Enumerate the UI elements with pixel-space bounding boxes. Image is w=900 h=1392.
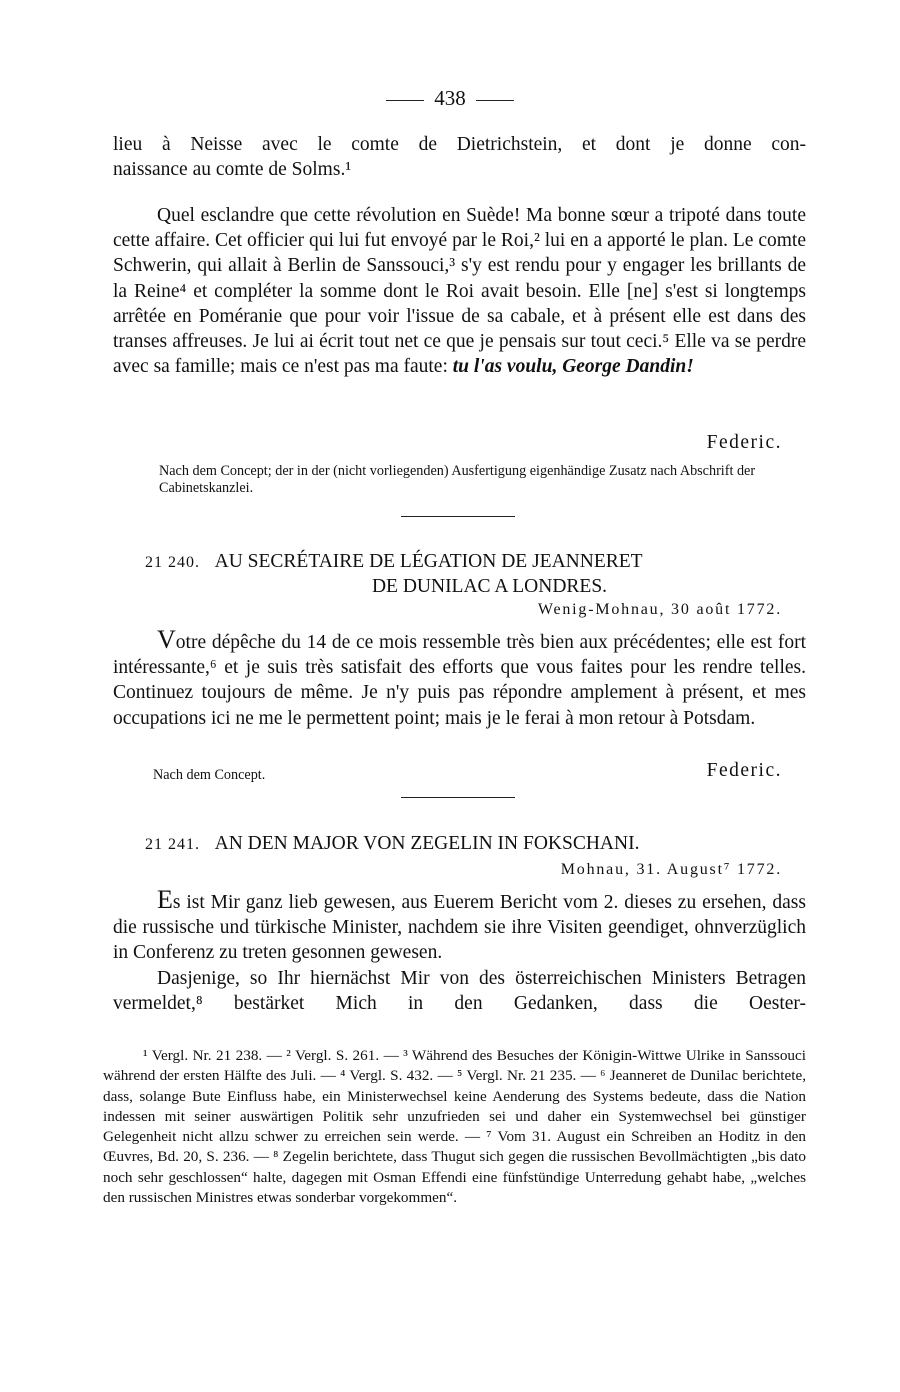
letter-1-signature: Federic. (706, 432, 782, 453)
letter-2-title-line-2: DE DUNILAC A LONDRES. (371, 576, 608, 597)
letter-2-signature: Federic. (706, 760, 782, 781)
page-number: 438 (434, 86, 466, 110)
letter-1-body (113, 203, 806, 379)
letter-2-note: Nach dem Concept. (153, 767, 266, 783)
letter-1-note (113, 463, 806, 496)
letter-3-para-1-text: s ist Mir ganz lieb gewesen, aus Euerem Bericht vom 2. dieses zu ersehen, dass die russische und türkische Minister, nachdem sie ihre Visiten geendiget, ohnverzüglich in Conferenz zu treten gesonnen gewesen. (113, 892, 806, 964)
letter-3-paragraph-2: Dasjenige, so Ihr hiernächst Mir von des österreichischen Ministers Betragen vermeldet,⁸ bestärket Mich in den Gedanken, dass die Oester- (113, 967, 806, 1014)
letter-1-paragraph (113, 203, 806, 379)
page-header (0, 86, 900, 111)
letter-3-dropcap: E (157, 885, 173, 914)
letter-2-text: otre dépêche du 14 de ce mois ressemble très bien aux précédentes; elle est fort intéressante,⁶ et je suis très satisfait des efforts que vous faites pour les rendre telles. Continuez toujours de même. Je n'y puis pas répondre amplement à présent, et mes occupations ici ne me le permettent point; mais je le ferai à mon retour à Potsdam. (113, 632, 806, 729)
intro-line-2: naissance au comte de Solms.¹ (113, 159, 352, 181)
header-rule-left (386, 100, 424, 101)
letter-1-text: Quel esclandre que cette révolution en Suède! Ma bonne sœur a tripoté dans toute cette affaire. Cet officier qui lui fut envoyé par le Roi,² lui en a apporté le plan. Le comte Schwerin, qui allait à Berlin de Sanssouci,³ s'y est rendu pour y engager les brillants de la Reine⁴ et compléter la somme dont le Roi avait besoin. Elle [ne] s'est si longtemps arrêtée en Poméranie que pour voir l'issue de sa cabale, et à présent elle est dans des transes affreuses. Je lui ai écrit tout net ce que je pensais sur tout ceci.⁵ Elle va se perdre avec sa famille; mais ce n'est pas ma faute: (113, 205, 806, 378)
header-rule-right (476, 100, 514, 101)
footnotes (103, 1046, 806, 1208)
letter-3-place-date: Mohnau, 31. August⁷ 1772. (560, 861, 782, 878)
letter-2-place-date: Wenig-Mohnau, 30 août 1772. (537, 601, 782, 618)
letter-3-title: AN DEN MAJOR VON ZEGELIN IN FOKSCHANI. (214, 833, 640, 854)
letter-3-body (113, 887, 806, 1016)
intro-continuation (113, 132, 806, 182)
letter-2-body (113, 627, 806, 731)
letter-2-number: 21 240. (145, 554, 200, 571)
separator-rule-2 (401, 797, 515, 798)
letter-2-paragraph (113, 627, 806, 731)
letter-3-number: 21 241. (145, 836, 200, 853)
letter-3-paragraph-1 (113, 887, 806, 966)
letter-2-dropcap: V (157, 625, 176, 654)
intro-line-1: lieu à Neisse avec le comte de Dietrichstein, et dont je donne con- (113, 134, 806, 155)
letter-2-heading (113, 550, 806, 599)
letter-3-heading (113, 832, 806, 857)
separator-rule-1 (401, 516, 515, 517)
footnotes-text: ¹ Vergl. Nr. 21 238. — ² Vergl. S. 261. — ³ Während des Besuches der Königin-Wittwe Ulrike in Sanssouci während der ersten Hälfte des Juli. — ⁴ Vergl. S. 432. — ⁵ Vergl. Nr. 21 235. — ⁶ Jeanneret de Dunilac berichtete, dass, solange Bute Einfluss habe, ein Ministerwechsel keine Aenderung des Systems bedeute, dass die Nation indessen mit seiner auswärtigen Politik sehr unzufrieden sei und daher ein Systemwechsel bei günstiger Gelegenheit nicht allzu schwer zu erreichen sein werde. — ⁷ Vom 31. August ein Schreiben an Hoditz in den Œuvres, Bd. 20, S. 236. — ⁸ Zegelin berichtete, dass Thugut sich gegen die russischen Bevollmächtigten „bis dato noch sehr geschlossen“ halte, dagegen mit Osman Effendi eine fünfstündige Unterredung gehabt habe, „welches den russischen Ministres etwas sonderbar vorgekommen“. (103, 1047, 806, 1207)
letter-1-note-text: Nach dem Concept; der in der (nicht vorliegenden) Ausfertigung eigenhändige Zusatz nach Abschrift der Cabinetskanzlei. (159, 463, 756, 496)
letter-1-quote: tu l'as voulu, George Dandin! (452, 356, 694, 378)
letter-2-title-line-1: AU SECRÉTAIRE DE LÉGATION DE JEANNERET (214, 551, 643, 572)
